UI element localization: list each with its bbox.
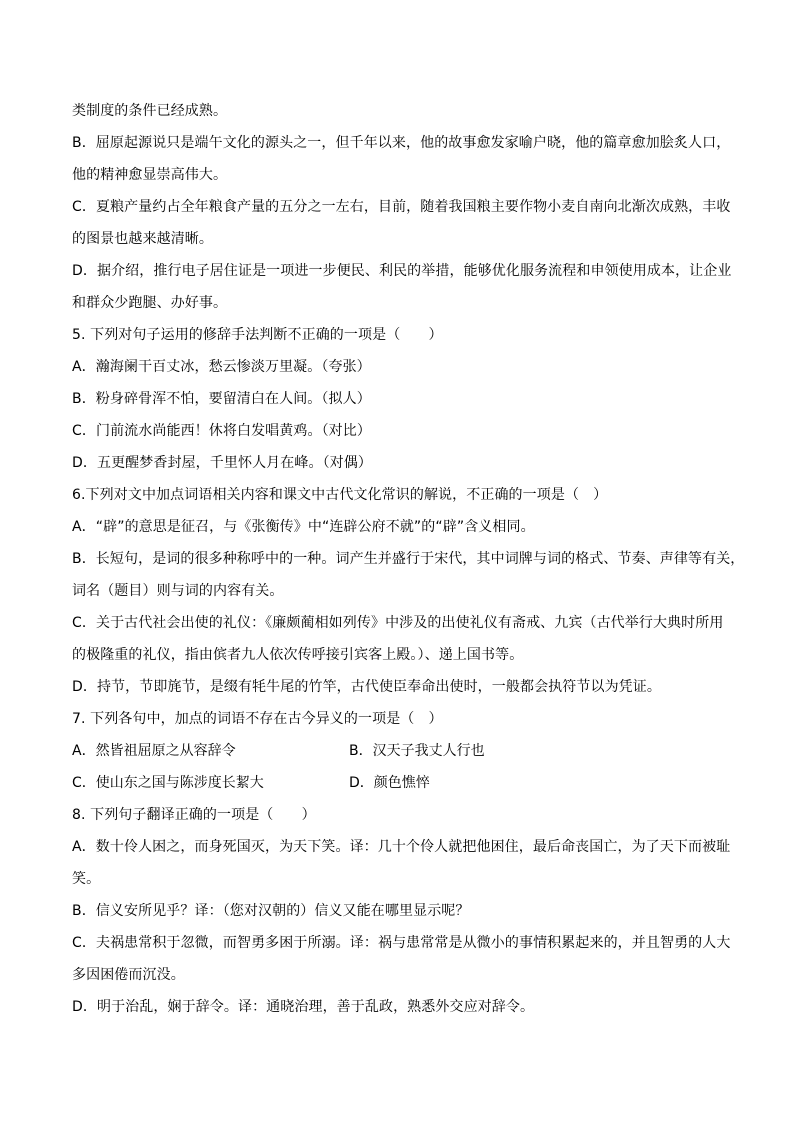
document-body <box>72 95 745 1023</box>
q5-option-a: A．瀚海阑干百丈冰，愁云惨淡万里凝。（夸张） <box>72 359 371 375</box>
q8-option-c: C．夫祸患常积于忽微，而智勇多困于所溺。译：祸与患常常是从微小的事情积累起来的，并且智勇的人大 <box>72 935 731 951</box>
text-line: 的图景也越来越清晰。 <box>72 231 213 247</box>
q6-option-a: A．“辟”的意思是征召，与《张衡传》中“连辟公府不就”的“辟”含义相同。 <box>72 519 535 535</box>
q8-option-a: A．数十伶人困之，而身死国灭，为天下笑。译：几十个伶人就把他困住，最后命丧国亡，为了天下而被耻 <box>72 839 731 855</box>
q5-option-c: C．门前流水尚能西！休将白发唱黄鸡。（对比） <box>72 423 371 439</box>
text-line: 词名（题目）则与词的内容有关。 <box>72 583 284 599</box>
option-c-line: C．夏粮产量约占全年粮食产量的五分之一左右，目前，随着我国粮主要作物小麦自南向北渐次成熟，丰收 <box>72 199 731 215</box>
q6-option-c: C．关于古代社会出使的礼仪：《廉颇蔺相如列传》中涉及的出使礼仪有斋戒、九宾（古代举行大典时所用 <box>72 615 724 631</box>
q7-option-c: C．使山东之国与陈涉度长絜大 <box>72 775 264 791</box>
q5-option-d: D．五更醒梦香封屋，千里怀人月在峰。（对偶） <box>72 455 372 471</box>
q8-option-b: B．信义安所见乎？译：（您对汉朝的）信义又能在哪里显示呢？ <box>72 903 470 919</box>
question-7: 7. 下列各句中，加点的词语不存在古今异义的一项是（ ） <box>72 711 443 727</box>
text-line: 笑。 <box>72 871 101 887</box>
text-line: 和群众少跑腿、办好事。 <box>72 295 228 311</box>
q7-option-b: B．汉天子我丈人行也 <box>349 743 485 759</box>
text-line: 他的精神愈显崇高伟大。 <box>72 167 228 183</box>
q7-option-a: A．然皆祖屈原之从容辞令 <box>72 743 236 759</box>
q7-options-row-2 <box>72 767 734 799</box>
text-line: 类制度的条件已经成熟。 <box>72 103 228 119</box>
question-6: 6.下列对文中加点词语相关内容和课文中古代文化常识的解说，不正确的一项是（ ） <box>72 487 608 503</box>
q6-option-d: D．持节，节即旄节，是缀有牦牛尾的竹竿，古代使臣奉命出使时，一般都会执符节以为凭证。 <box>72 679 661 695</box>
option-b-line: B．屈原起源说只是端午文化的源头之一，但千年以来，他的故事愈发家喻户晓，他的篇章愈加脍炙人口， <box>72 135 731 151</box>
q7-options-row-1 <box>72 735 734 767</box>
option-d-line: D．据介绍，推行电子居住证是一项进一步便民、利民的举措，能够优化服务流程和申领使用成本，让企业 <box>72 263 732 279</box>
text-line: 多因困倦而沉没。 <box>72 967 185 983</box>
question-5: 5. 下列对句子运用的修辞手法判断不正确的一项是（ ） <box>72 327 443 343</box>
q6-option-b: B．长短句，是词的很多种称呼中的一种。词产生并盛行于宋代，其中词牌与词的格式、节奏、声律等有关， <box>72 551 745 567</box>
q7-option-d: D．颜色憔悴 <box>349 775 430 791</box>
q8-option-d: D．明于治乱，娴于辞令。译：通晓治理，善于乱政，熟悉外交应对辞令。 <box>72 999 535 1015</box>
question-8: 8. 下列句子翻译正确的一项是（ ） <box>72 807 316 823</box>
text-line: 的极隆重的礼仪，指由傧者九人依次传呼接引宾客上殿。）、递上国书等。 <box>72 647 524 663</box>
q5-option-b: B．粉身碎骨浑不怕，要留清白在人间。（拟人） <box>72 391 371 407</box>
